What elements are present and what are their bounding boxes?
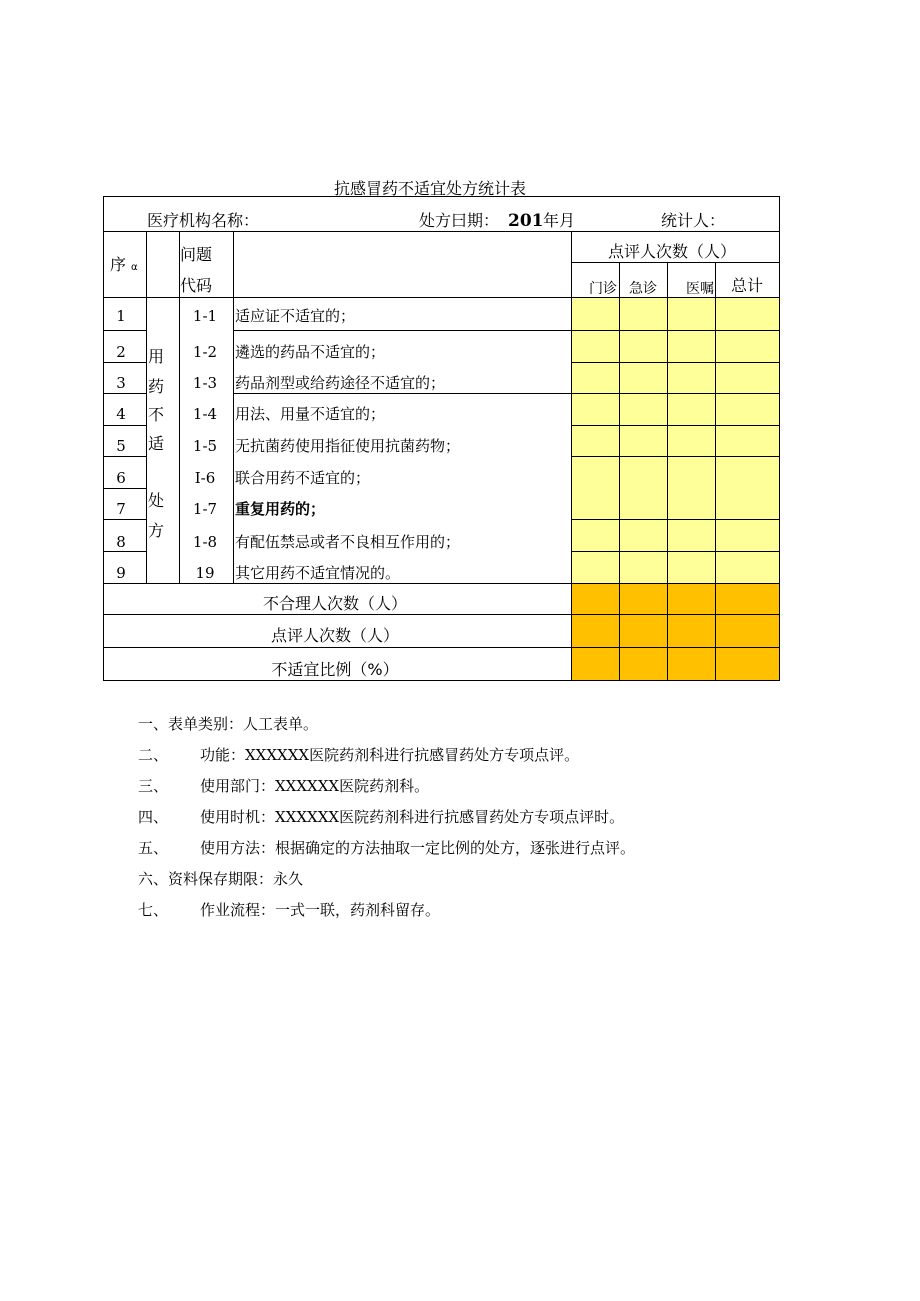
outpatient-cell[interactable] bbox=[571, 519, 619, 551]
row-code: 1-5 bbox=[192, 437, 218, 455]
note-item bbox=[138, 802, 635, 833]
category-char: 不 bbox=[148, 405, 165, 424]
note-text: 使用部门：XXXXXX医院药剂科。 bbox=[200, 777, 430, 795]
emergency-cell[interactable] bbox=[619, 425, 667, 456]
outpatient-cell[interactable] bbox=[571, 551, 619, 583]
summary-emergency-cell[interactable] bbox=[619, 647, 667, 680]
row-description: 重复用药的； bbox=[235, 500, 326, 518]
row-seq: 6 bbox=[116, 469, 126, 487]
row-seq: 5 bbox=[116, 437, 126, 455]
row-code: 1-7 bbox=[192, 500, 218, 518]
category-char: 适 bbox=[148, 434, 165, 453]
inpatient-order-cell[interactable] bbox=[667, 425, 715, 456]
summary-outpatient-cell[interactable] bbox=[571, 614, 619, 647]
emergency-cell[interactable] bbox=[619, 519, 667, 551]
note-item bbox=[138, 864, 635, 895]
row-seq: 2 bbox=[116, 343, 126, 361]
row-description: 有配伍禁忌或者不良相互作用的； bbox=[235, 533, 461, 551]
review-count-header: 点评人次数（人） bbox=[607, 242, 737, 261]
seq-header-mark: α bbox=[131, 262, 138, 273]
row-seq: 3 bbox=[116, 374, 126, 392]
note-text: 资料保存期限：永久 bbox=[168, 870, 304, 888]
row-description: 联合用药不适宜的； bbox=[235, 469, 371, 487]
inpatient-order-cell[interactable] bbox=[667, 297, 715, 330]
stats-person-label: 统计人： bbox=[661, 211, 726, 230]
note-number: 四、 bbox=[138, 808, 169, 826]
row-description: 遴选的药品不适宜的； bbox=[235, 343, 386, 361]
note-item bbox=[138, 895, 635, 926]
emergency-cell[interactable] bbox=[619, 330, 667, 362]
code-header-line1: 问题 bbox=[180, 245, 213, 264]
inpatient-order-cell[interactable] bbox=[667, 393, 715, 425]
summary-total-cell[interactable] bbox=[715, 583, 780, 614]
note-number: 七、 bbox=[138, 901, 169, 919]
total-cell[interactable] bbox=[715, 456, 780, 519]
note-number: 三、 bbox=[138, 777, 169, 795]
total-cell[interactable] bbox=[715, 393, 780, 425]
row-code: 1-3 bbox=[192, 374, 218, 392]
summary-inpatient-order-cell[interactable] bbox=[667, 647, 715, 680]
date-label: 处方曰期： bbox=[419, 211, 500, 230]
outpatient-cell[interactable] bbox=[571, 297, 619, 330]
total-header: 总计 bbox=[730, 276, 764, 295]
inpatient-order-cell[interactable] bbox=[667, 330, 715, 362]
category-char: 药 bbox=[148, 377, 165, 396]
note-number: 一、 bbox=[138, 715, 169, 733]
outpatient-cell[interactable] bbox=[571, 393, 619, 425]
row-code: 1-2 bbox=[192, 343, 218, 361]
date-value: 201 bbox=[508, 211, 544, 231]
row-code: 1-1 bbox=[192, 307, 218, 325]
note-item bbox=[138, 740, 635, 771]
note-item bbox=[138, 709, 635, 740]
inpatient-order-header: 医嘱 bbox=[686, 281, 714, 297]
total-cell[interactable] bbox=[715, 425, 780, 456]
row-seq: 7 bbox=[116, 500, 126, 518]
row-description: 用法、用量不适宜的； bbox=[235, 405, 386, 423]
inpatient-order-cell[interactable] bbox=[667, 551, 715, 583]
total-cell[interactable] bbox=[715, 519, 780, 551]
summary-emergency-cell[interactable] bbox=[619, 583, 667, 614]
note-text: 使用时机：XXXXXX医院药剂科进行抗感冒药处方专项点评时。 bbox=[200, 808, 625, 826]
summary-outpatient-cell[interactable] bbox=[571, 647, 619, 680]
outpatient-cell[interactable] bbox=[571, 362, 619, 393]
outpatient-cell[interactable] bbox=[571, 425, 619, 456]
note-item bbox=[138, 771, 635, 802]
summary-inpatient-order-cell[interactable] bbox=[667, 583, 715, 614]
summary-label: 不合理人次数（人） bbox=[262, 594, 408, 613]
row-code: 1-8 bbox=[192, 533, 218, 551]
row-seq: 9 bbox=[116, 564, 126, 582]
category-char: 处 bbox=[148, 491, 165, 510]
row-code: I-6 bbox=[194, 469, 216, 487]
summary-label: 点评人次数（人） bbox=[270, 626, 400, 645]
date-suffix: 年月 bbox=[543, 211, 576, 230]
note-number: 二、 bbox=[138, 746, 169, 764]
category-char: 方 bbox=[148, 521, 165, 540]
emergency-cell[interactable] bbox=[619, 551, 667, 583]
institution-label: 医疗机构名称： bbox=[147, 211, 260, 230]
summary-outpatient-cell[interactable] bbox=[571, 583, 619, 614]
total-cell[interactable] bbox=[715, 297, 780, 330]
total-cell[interactable] bbox=[715, 362, 780, 393]
summary-emergency-cell[interactable] bbox=[619, 614, 667, 647]
row-seq: 1 bbox=[116, 307, 126, 325]
row-seq: 8 bbox=[116, 533, 126, 551]
seq-header: 序 bbox=[110, 255, 127, 274]
form-title: 抗感冒药不适宜处方统计表 bbox=[333, 179, 526, 198]
note-text: 表单类别：人工表单。 bbox=[168, 715, 319, 733]
emergency-cell[interactable] bbox=[619, 362, 667, 393]
row-description: 其它用药不适宜情况的。 bbox=[235, 564, 401, 582]
row-description: 药品剂型或给药途径不适宜的； bbox=[235, 374, 446, 392]
category-char: 用 bbox=[148, 347, 165, 366]
note-number: 六、 bbox=[138, 870, 169, 888]
inpatient-order-cell[interactable] bbox=[667, 519, 715, 551]
outpatient-cell[interactable] bbox=[571, 456, 619, 519]
summary-inpatient-order-cell[interactable] bbox=[667, 614, 715, 647]
note-text: 作业流程：一式一联，药剂科留存。 bbox=[200, 901, 441, 919]
summary-label: 不适宜比例（%） bbox=[271, 660, 399, 679]
notes-section bbox=[138, 709, 635, 926]
note-text: 功能：XXXXXX医院药剂科进行抗感冒药处方专项点评。 bbox=[200, 746, 580, 764]
total-cell[interactable] bbox=[715, 330, 780, 362]
inpatient-order-cell[interactable] bbox=[667, 362, 715, 393]
row-code: 1-4 bbox=[192, 405, 218, 423]
summary-total-cell[interactable] bbox=[715, 647, 780, 680]
row-seq: 4 bbox=[116, 405, 126, 423]
row-code: 19 bbox=[195, 564, 215, 582]
row-description: 适应证不适宜的； bbox=[235, 307, 356, 325]
note-number: 五、 bbox=[138, 839, 169, 857]
total-cell[interactable] bbox=[715, 551, 780, 583]
emergency-cell[interactable] bbox=[619, 297, 667, 330]
outpatient-header: 门诊 bbox=[589, 281, 617, 297]
note-text: 使用方法：根据确定的方法抽取一定比例的处方，逐张进行点评。 bbox=[200, 839, 636, 857]
emergency-header: 急诊 bbox=[629, 281, 657, 297]
emergency-cell[interactable] bbox=[619, 456, 667, 519]
row-description: 无抗菌药使用指征使用抗菌药物； bbox=[235, 437, 461, 455]
note-item bbox=[138, 833, 635, 864]
emergency-cell[interactable] bbox=[619, 393, 667, 425]
inpatient-order-cell[interactable] bbox=[667, 456, 715, 519]
outpatient-cell[interactable] bbox=[571, 330, 619, 362]
summary-total-cell[interactable] bbox=[715, 614, 780, 647]
code-header-line2: 代码 bbox=[180, 276, 213, 295]
